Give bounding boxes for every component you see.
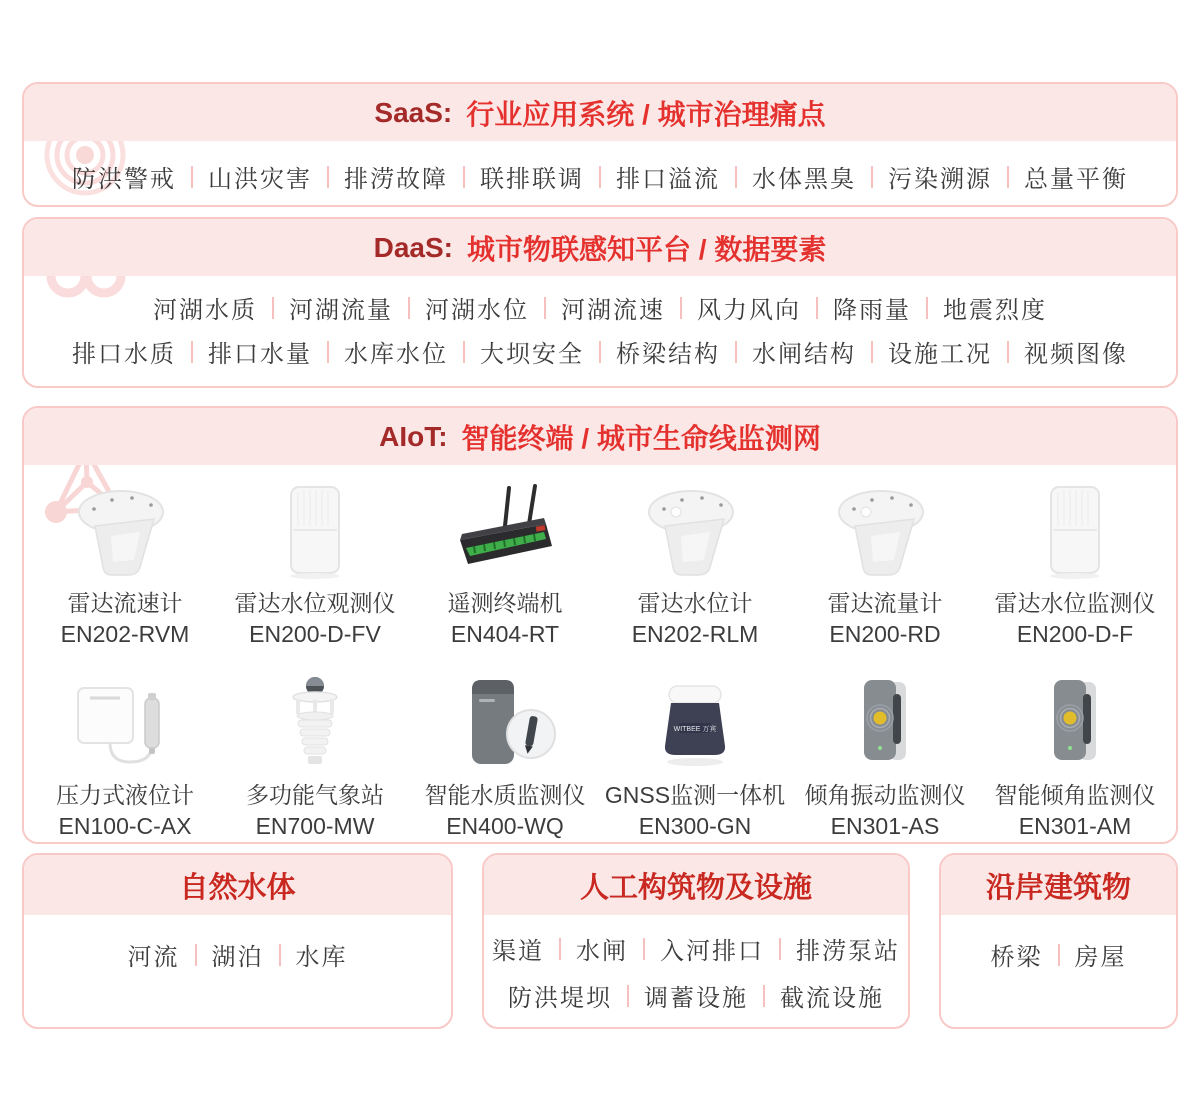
aiot-product-grid: [30, 482, 1170, 842]
section-saas: [22, 82, 1178, 207]
item-divider: [1007, 166, 1009, 188]
saas-header: [24, 84, 1176, 141]
daas-item: 河湖水位: [425, 297, 529, 324]
item-divider: [735, 166, 737, 188]
product-card: [30, 482, 220, 650]
tilt-sensor-icon: [1016, 674, 1134, 772]
item-divider: [327, 166, 329, 188]
product-card: [30, 674, 220, 842]
daas-item: 排口水质: [72, 341, 176, 368]
tilt-sensor-icon: [826, 674, 944, 772]
product-name: 智能水质监测仪: [424, 782, 586, 809]
product-model: EN200-D-F: [1016, 621, 1134, 648]
product-card: [980, 674, 1170, 842]
item-divider: [191, 166, 193, 188]
bottom-item: 渠道: [492, 938, 544, 965]
item-divider: [463, 166, 465, 188]
item-divider: [544, 297, 546, 319]
product-model: EN301-AS: [830, 813, 940, 840]
product-model: EN700-MW: [255, 813, 375, 840]
item-divider: [627, 985, 629, 1007]
item-divider: [191, 341, 193, 363]
section-aiot: [22, 406, 1178, 844]
item-divider: [408, 297, 410, 319]
product-card: [410, 482, 600, 650]
product-name: 遥测终端机: [447, 590, 563, 616]
natural-water-header: [24, 855, 451, 915]
product-card: [980, 482, 1170, 650]
item-divider: [195, 944, 197, 966]
bottom-item: 调蓄设施: [644, 985, 748, 1012]
aiot-prefix: AIoT:: [379, 420, 448, 452]
product-model: EN200-RD: [829, 621, 941, 648]
daas-title: 城市物联感知平台 / 数据要素: [467, 233, 827, 265]
saas-item: 山洪灾害: [208, 166, 312, 193]
gnss-monitor-icon: [636, 674, 754, 772]
product-name: 雷达流速计: [67, 590, 183, 616]
section-natural-water: [22, 853, 453, 1029]
product-name: 雷达水位监测仪: [994, 590, 1156, 616]
telemetry-router-icon: [446, 482, 564, 580]
bottom-item: 排涝泵站: [796, 938, 900, 965]
product-name: 压力式液位计: [56, 782, 194, 809]
product-card: [220, 674, 410, 842]
bottom-item: 湖泊: [211, 944, 264, 971]
daas-item: 河湖流速: [561, 297, 665, 324]
item-divider: [279, 944, 281, 966]
bottom-item: 水闸: [576, 938, 628, 965]
product-model: EN400-WQ: [446, 813, 564, 840]
bottom-item: 河流: [127, 944, 180, 971]
product-card: [220, 482, 410, 650]
saas-item: 联排联调: [480, 166, 584, 193]
daas-item: 大坝安全: [480, 341, 584, 368]
water-quality-monitor-icon: [446, 674, 564, 772]
daas-prefix: DaaS:: [373, 231, 454, 263]
product-card: [790, 482, 980, 650]
saas-item: 水体黑臭: [752, 166, 856, 193]
item-divider: [1058, 944, 1060, 966]
item-divider: [559, 938, 561, 960]
saas-item: 排口溢流: [616, 166, 720, 193]
product-name: 倾角振动监测仪: [804, 782, 966, 809]
item-divider: [327, 341, 329, 363]
product-model: EN100-C-AX: [58, 813, 192, 840]
saas-item: 污染溯源: [888, 166, 992, 193]
saas-title: 行业应用系统 / 城市治理痛点: [466, 98, 826, 130]
bottom-item: 防洪堤坝: [508, 985, 612, 1012]
section-riverside-buildings: [939, 853, 1178, 1029]
product-name: 雷达水位计: [637, 590, 753, 616]
product-model: EN301-AM: [1018, 813, 1132, 840]
daas-item: 排口水量: [208, 341, 312, 368]
daas-item: 地震烈度: [943, 297, 1047, 324]
item-divider: [643, 938, 645, 960]
riverside-buildings-title: 沿岸建筑物: [985, 871, 1131, 904]
daas-item: 设施工况: [888, 341, 992, 368]
item-divider: [599, 341, 601, 363]
pressure-level-meter-icon: [66, 674, 184, 772]
item-divider: [816, 297, 818, 319]
radar-sensor-icon: [66, 482, 184, 580]
saas-item: 总量平衡: [1024, 166, 1128, 193]
natural-water-items: [24, 937, 451, 972]
daas-item: 水闸结构: [752, 341, 856, 368]
daas-item: 桥梁结构: [616, 341, 720, 368]
daas-item: 视频图像: [1024, 341, 1128, 368]
saas-item: 排涝故障: [344, 166, 448, 193]
riverside-buildings-header: [941, 855, 1176, 915]
water-level-box-icon: [256, 482, 374, 580]
bottom-item: 房屋: [1074, 944, 1127, 971]
bottom-item: 入河排口: [660, 938, 764, 965]
product-model: EN200-D-FV: [249, 621, 381, 648]
product-card: [790, 674, 980, 842]
product-name: 雷达流量计: [827, 590, 943, 616]
radar-sensor-icon: [636, 482, 754, 580]
aiot-title: 智能终端 / 城市生命线监测网: [461, 422, 821, 454]
daas-item: 水库水位: [344, 341, 448, 368]
manmade-structures-title: 人工构筑物及设施: [579, 871, 812, 904]
product-model: EN404-RT: [450, 621, 560, 648]
manmade-items-row-1: [484, 931, 908, 966]
bottom-item: 水库: [295, 944, 348, 971]
riverside-items: [941, 937, 1176, 972]
radar-sensor-icon: [826, 482, 944, 580]
item-divider: [926, 297, 928, 319]
item-divider: [779, 938, 781, 960]
item-divider: [463, 341, 465, 363]
saas-items-row: [24, 159, 1176, 194]
natural-water-title: 自然水体: [179, 871, 296, 904]
water-level-box-icon: [1016, 482, 1134, 580]
bottom-item: 桥梁: [990, 944, 1043, 971]
daas-item: 风力风向: [697, 297, 801, 324]
aiot-header: [24, 408, 1176, 465]
bottom-item: 截流设施: [780, 985, 884, 1012]
daas-items-row-2: [24, 334, 1176, 369]
item-divider: [871, 341, 873, 363]
product-name: 多功能气象站: [246, 782, 384, 809]
daas-item: 河湖水质: [153, 297, 257, 324]
section-daas: [22, 217, 1178, 388]
manmade-structures-header: [484, 855, 908, 915]
item-divider: [1007, 341, 1009, 363]
daas-item: 降雨量: [833, 297, 911, 324]
product-model: EN300-GN: [638, 813, 752, 840]
product-name: GNSS监测一体机: [604, 782, 786, 809]
saas-item: 防洪警戒: [72, 166, 176, 193]
item-divider: [599, 166, 601, 188]
product-card: [600, 674, 790, 842]
product-model: EN202-RVM: [60, 621, 190, 648]
daas-items-row-1: [24, 290, 1176, 325]
product-name: 雷达水位观测仪: [234, 590, 396, 616]
product-card: [410, 674, 600, 842]
weather-station-icon: [256, 674, 374, 772]
saas-prefix: SaaS:: [374, 96, 453, 128]
manmade-items-row-2: [484, 978, 908, 1013]
item-divider: [272, 297, 274, 319]
section-manmade-structures: [482, 853, 910, 1029]
item-divider: [735, 341, 737, 363]
product-model: EN202-RLM: [631, 621, 759, 648]
daas-item: 河湖流量: [289, 297, 393, 324]
item-divider: [680, 297, 682, 319]
product-card: [600, 482, 790, 650]
item-divider: [763, 985, 765, 1007]
gnss-brand-label: WITBEE 万宾: [673, 726, 717, 734]
daas-header: [24, 219, 1176, 276]
product-name: 智能倾角监测仪: [994, 782, 1156, 809]
item-divider: [871, 166, 873, 188]
